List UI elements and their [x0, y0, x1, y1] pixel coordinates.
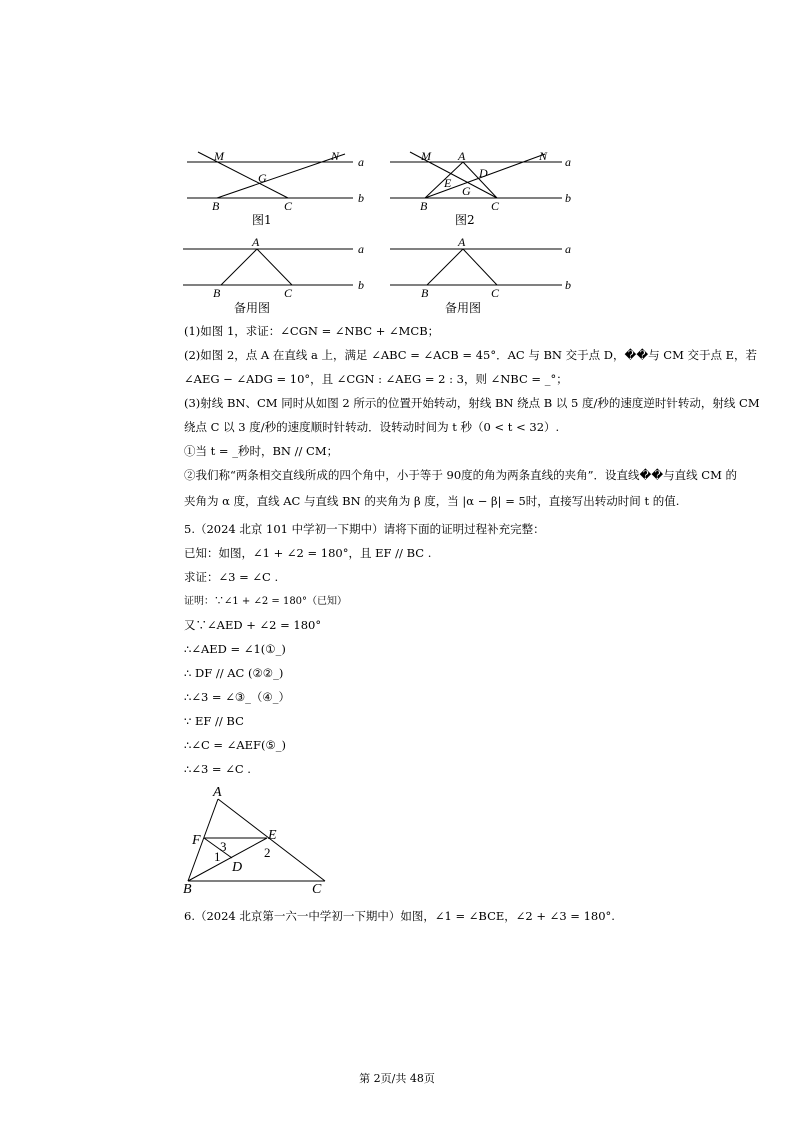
label-C: C	[312, 882, 322, 897]
label-b: b	[565, 191, 571, 205]
label-C: C	[284, 286, 293, 300]
label-G: G	[258, 171, 267, 185]
page-footer: 第 2页/共 48页	[359, 1072, 435, 1085]
label-D: D	[479, 166, 488, 180]
segment-AC	[463, 249, 497, 285]
problem-4-sub-1: ①当 t = _秒时，BN // CM；	[184, 444, 339, 458]
segment-AB	[221, 249, 257, 285]
proof-step-6: ∵ EF // BC	[184, 714, 244, 728]
figure-2-caption: 图2	[455, 213, 475, 227]
label-a: a	[565, 155, 571, 169]
problem-4-part-2-cont: ∠AEG − ∠ADG = 10°，且 ∠CGN : ∠AEG = 2 : 3，则 ∠NBC = _°；	[184, 372, 568, 386]
label-A: A	[252, 235, 260, 249]
proof-step-4: ∴ DF // AC (②②_)	[184, 666, 284, 680]
label-E: E	[444, 176, 452, 190]
label-C: C	[284, 199, 293, 213]
label-b: b	[565, 278, 571, 292]
figure-2-diagram	[385, 145, 580, 213]
label-B: B	[421, 286, 429, 300]
angle-2-label: 2	[264, 845, 271, 860]
problem-5-prove: 求证：∠3 = ∠C .	[184, 570, 279, 584]
label-G: G	[462, 184, 471, 198]
label-B: B	[183, 882, 192, 897]
label-B: B	[212, 199, 220, 213]
proof-step-1: 证明：∵∠1 + ∠2 = 180°（已知）	[184, 596, 348, 607]
figure-1-diagram	[180, 145, 375, 213]
spare-figure-1-caption: 备用图	[234, 301, 271, 315]
problem-4-part-1: (1)如图 1，求证：∠CGN = ∠NBC + ∠MCB；	[184, 324, 440, 338]
proof-step-2: 又∵∠AED + ∠2 = 180°	[184, 618, 322, 632]
problem-5-given: 已知：如图，∠1 + ∠2 = 180°，且 EF // BC .	[184, 546, 432, 560]
spare-figure-1-diagram	[180, 233, 375, 301]
label-B: B	[420, 199, 428, 213]
label-N: N	[539, 149, 548, 163]
label-D: D	[232, 860, 243, 875]
figure-1	[180, 145, 375, 213]
proof-step-8: ∴∠3 = ∠C .	[184, 762, 251, 776]
segment-MC	[198, 152, 288, 198]
label-b: b	[358, 191, 364, 205]
spare-figure-2-diagram	[385, 233, 580, 301]
label-M: M	[421, 149, 431, 163]
problem-4-sub-2: ②我们称“两条相交直线所成的四个角中，小于等于 90度的角为两条直线的夹角”．设直线��与直线 CM 的	[184, 468, 738, 482]
problem-4-part-3: (3)射线 BN、CM 同时从如图 2 所示的位置开始转动，射线 BN 绕点 B 以 5 度/秒的速度逆时针转动，射线 CM	[184, 396, 760, 410]
label-b: b	[358, 278, 364, 292]
segment-AC	[257, 249, 292, 285]
figure-2	[385, 145, 580, 213]
angle-1-label: 1	[214, 849, 221, 864]
label-C: C	[491, 286, 500, 300]
problem-5-title: 5.（2024 北京 101 中学初一下期中）请将下面的证明过程补充完整：	[184, 522, 545, 536]
problem-5-figure	[180, 785, 340, 897]
label-A: A	[458, 149, 466, 163]
problem-4-part-3-cont: 绕点 C 以 3 度/秒的速度顺时针转动．设转动时间为 t 秒（0 < t < 32）.	[184, 420, 560, 434]
label-a: a	[358, 242, 364, 256]
problem-4-part-2: (2)如图 2，点 A 在直线 a 上，满足 ∠ABC = ∠ACB = 45°．AC 与 BN 交于点 D，��与 CM 交于点 E，若	[184, 348, 758, 362]
problem-5-diagram	[180, 785, 340, 897]
segment-AB	[427, 249, 463, 285]
label-N: N	[331, 149, 340, 163]
problem-6-title: 6.（2024 北京第一六一中学初一下期中）如图，∠1 = ∠BCE，∠2 + ∠3 = 180°.	[184, 909, 615, 923]
label-A: A	[213, 785, 222, 800]
label-C: C	[491, 199, 500, 213]
spare-figure-2	[385, 233, 580, 301]
proof-step-7: ∴∠C = ∠AEF(⑤_)	[184, 738, 287, 752]
angle-3-label: 3	[220, 839, 227, 854]
label-F: F	[192, 833, 201, 848]
spare-figure-1	[180, 233, 375, 301]
spare-figure-2-caption: 备用图	[445, 301, 482, 315]
label-E: E	[268, 828, 277, 843]
label-a: a	[358, 155, 364, 169]
label-A: A	[458, 235, 466, 249]
figure-1-caption: 图1	[252, 213, 272, 227]
proof-step-3: ∴∠AED = ∠1(①_)	[184, 642, 286, 656]
segment-NB	[217, 154, 345, 198]
proof-step-5: ∴∠3 = ∠③_（④_）	[184, 690, 290, 704]
label-B: B	[213, 286, 221, 300]
label-M: M	[214, 149, 224, 163]
label-a: a	[565, 242, 571, 256]
problem-4-sub-2-cont: 夹角为 α 度，直线 AC 与直线 BN 的夹角为 β 度，当 |α − β| = 5时，直接写出转动时间 t 的值.	[184, 494, 680, 508]
